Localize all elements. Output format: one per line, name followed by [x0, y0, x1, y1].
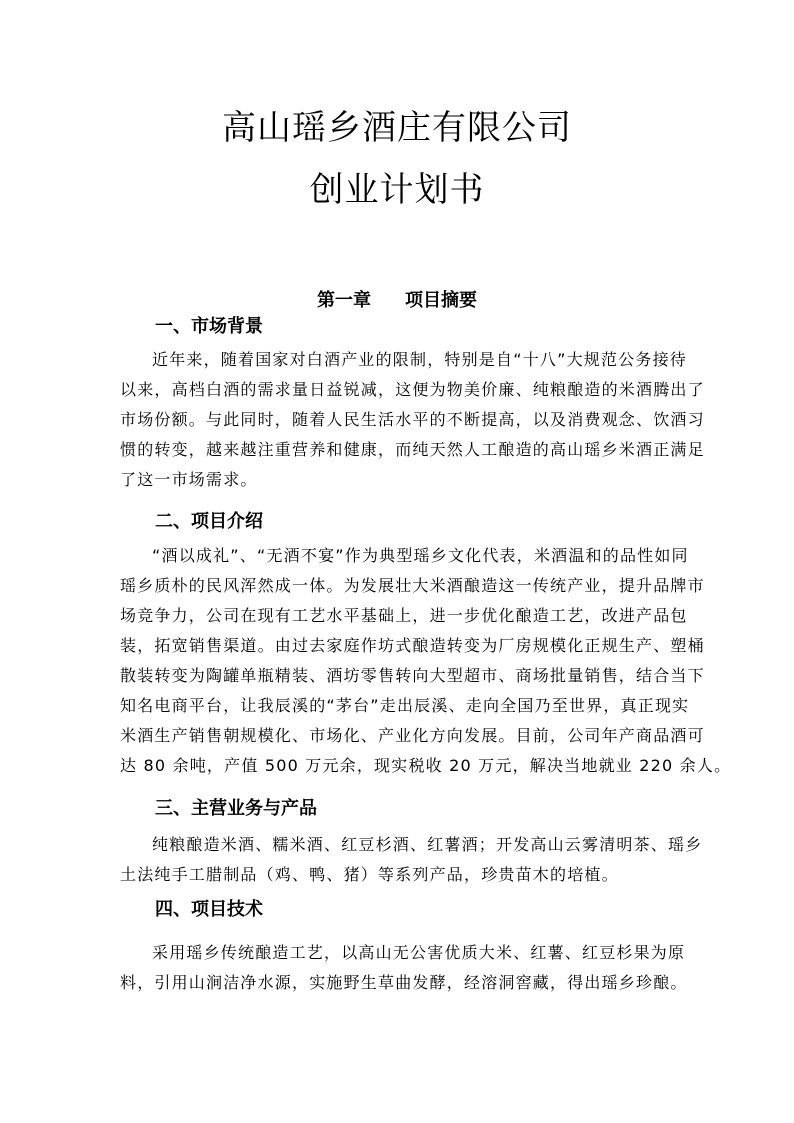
paragraph-market-background: [120, 345, 705, 495]
text-line: 瑶乡质朴的民风浑然成一体。为发展壮大米酒酿造这一传统产业，提升品牌市: [120, 576, 705, 595]
section-heading-project-intro: 二、项目介绍: [155, 511, 263, 532]
text-line: 以来，高档白酒的需求量日益锐减，这便为物美价廉、纯粮酿造的米酒腾出了: [120, 380, 705, 399]
chapter-title: 项目摘要: [405, 290, 477, 311]
section-heading-main-business: 三、主营业务与产品: [155, 798, 317, 819]
text-line: 土法纯手工腊制品（鸡、鸭、猪）等系列产品，珍贵苗木的培植。: [120, 865, 619, 884]
paragraph-project-technology: [120, 938, 688, 998]
text-line: 场竞争力，公司在现有工艺水平基础上，进一步优化酿造工艺，改进产品包: [120, 606, 688, 625]
section-heading-project-technology: 四、项目技术: [155, 899, 263, 920]
company-title: 高山瑶乡酒庄有限公司: [222, 108, 572, 148]
text-line: 散装转变为陶罐单瓶精装、酒坊零售转向大型超市、商场批量销售，结合当下: [120, 666, 705, 685]
text-line: 采用瑶乡传统酿造工艺，以高山无公害优质大米、红薯、红豆杉果为原: [152, 943, 686, 962]
document-title: 创业计划书: [309, 170, 485, 210]
text-line: 市场份额。与此同时，随着人民生活水平的不断提高，以及消费观念、饮酒习: [120, 410, 705, 429]
text-line: 近年来，随着国家对白酒产业的限制，特别是自“十八”大规范公务接待: [152, 350, 687, 369]
text-line: 达 80 余吨，产值 500 万元余，现实税收 20 万元，解决当地就业 220 余人。: [120, 756, 732, 775]
section-heading-market-background: 一、市场背景: [155, 316, 263, 337]
text-line: 惯的转变，越来越注重营养和健康，而纯天然人工酿造的高山瑶乡米酒正满足: [120, 440, 705, 459]
text-line: 了这一市场需求。: [120, 470, 258, 489]
text-line: 米酒生产销售朝规模化、市场化、产业化方向发展。目前，公司年产商品酒可: [120, 726, 705, 745]
paragraph-project-intro: [120, 541, 732, 781]
text-line: 知名电商平台，让我辰溪的“茅台”走出辰溪、走向全国乃至世界，真正现实: [120, 696, 690, 715]
text-line: 纯粮酿造米酒、糯米酒、红豆杉酒、红薯酒；开发高山云雾清明茶、瑶乡: [152, 835, 703, 854]
chapter-number: 第一章: [317, 290, 371, 311]
chapter-heading: [0, 288, 794, 314]
text-line: “酒以成礼”、“无酒不宴”作为典型瑶乡文化代表，米酒温和的品性如同: [152, 546, 689, 565]
text-line: 料，引用山涧洁净水源，实施野生草曲发酵，经溶洞窖藏，得出瑶乡珍酿。: [120, 973, 688, 992]
text-line: 装，拓宽销售渠道。由过去家庭作坊式酿造转变为厂房规模化正规生产、塑桶: [120, 636, 705, 655]
paragraph-main-business: [120, 830, 703, 890]
